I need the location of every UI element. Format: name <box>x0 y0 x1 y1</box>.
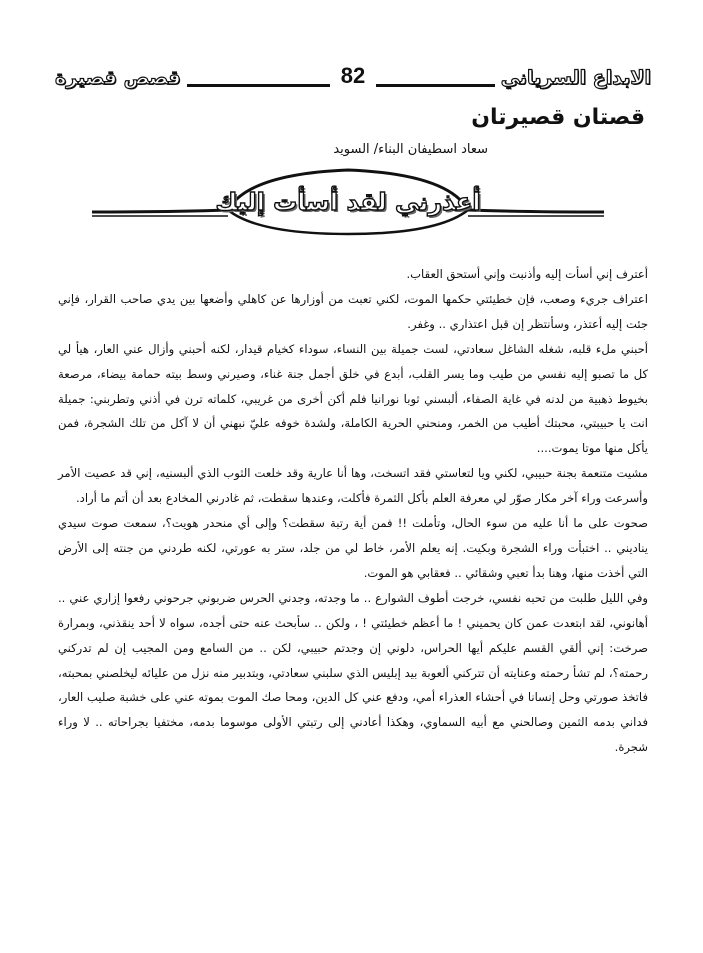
page-number: 82 <box>330 62 376 90</box>
story-body <box>58 262 648 760</box>
paragraph: اعتراف جريء وصعب، فإن خطيئتي حكمها الموت، لكني تعبت من أوزارها عن كاهلي وأضعها بين يدي صاحب القرار، فإني جئت إليه أعتذر، وسأنتظر إن قبل اعتذاري .. وغفر. <box>58 291 648 331</box>
magazine-name: الابداع السرياني <box>495 64 657 92</box>
paragraph: أعترف إني أسأت إليه وأذنبت وإني أستحق العقاب. <box>406 267 648 281</box>
story-title-banner <box>88 160 608 240</box>
section-title: قصتان قصيرتان <box>471 105 645 130</box>
paragraph: صحوت على ما أنا عليه من سوء الحال، وتأملت !! فمن أية رتبة سقطت؟ وإلى أي منحدر هويت؟، سمعت صوت سيدي يناديني .. اختبأت وراء الشجرة وبكيت. إنه يعلم الأمر، خاط لي من جلد، ستر به عورتي، لكنه طردني من جنته إلى الأرض التي أخذت منها، وهنا بدأ تعبي وشقائي .. فعقابي هو الموت. <box>58 516 648 580</box>
page-header <box>55 62 651 102</box>
author-byline: سعاد اسطيفان البناء/ السويد <box>333 142 488 157</box>
paragraph: أحبني ملء قلبه، شغله الشاغل سعادتي، لست جميلة بين النساء، سوداء كخيام قيدار، لكنه أحبني وأزال عني العار، هيأ لي كل ما تصبو إليه نفسي من طيب وما يسر القلب، أبدع في خلق أجمل جنة غناء، وصيرني وسط بيته حمامة بيضاء، مرصعة بخيوط ذهبية من لدنه في غاية الصفاء، ألبسني ثوبا نورانيا فلم أكن أخرى من غريبي، كلماته ترن في أذني وتطربني: جميلة انت يا حبيبتي، محبتك أطيب من الخمر، ومنحني الحرية الكاملة، ولشدة خوفه عليّ نبهني أن لا آكل من تلك الشجرة، فمن يأكل منها موتا يموت.... <box>58 341 648 456</box>
section-name: قصص قصيرة <box>49 64 187 92</box>
paragraph: مشيت متنعمة بجنة حبيبي، لكني ويا لتعاستي فقد اتسخت، وها أنا عارية وقد خلعت الثوب الذي ألبسنيه، إني قد عصيت الأمر وأسرعت وراء آخر مكار صوّر لي معرفة العلم بأكل الثمرة فأكلت، وعندها سقطت، ثم غادرني المخادع بعد أن أتم ما أراد. <box>58 466 648 506</box>
paragraph: وفي الليل طلبت من تحبه نفسي، خرجت أطوف الشوارع .. ما وجدته، وجدني الحرس ضربوني جرحوني رفعوا إزاري عني .. أهانوني، لقد ابتعدت عمن كان يحميني ! ما أعظم خطيئتي ! ، ولكن .. سأبحث عنه حتى أجده، سواه لا أحد ينقذني، وبمرارة صرخت: إني ألقي القسم عليكم أيها الحراس، دلوني إن وجدتم حبيبي، لكن .. من السامع ومن المجيب إن لم تدركني رحمته؟، لم تشأ رحمته وعنايته أن تتركني ألعوبة بيد إبليس الذي سلبني سعادتي، وبتدبير منه نزل من عليائه ليخلصني بمحبته، فاتخذ صورتي وحل إنسانا في أحشاء العذراء أمي، ودفع عني كل الدين، ومحا صك الموت بموته عني على خشبة صليب العار، فداني بدمه الثمين وصالحني مع أبيه السماوي، وهكذا أعادني إلى رتبتي الأولى موسوما بدمه، مختفيا بجراحاته .. لا وراء شجرة. <box>58 590 648 755</box>
story-title: أعذرني لقد أسأت إليك <box>215 188 481 216</box>
